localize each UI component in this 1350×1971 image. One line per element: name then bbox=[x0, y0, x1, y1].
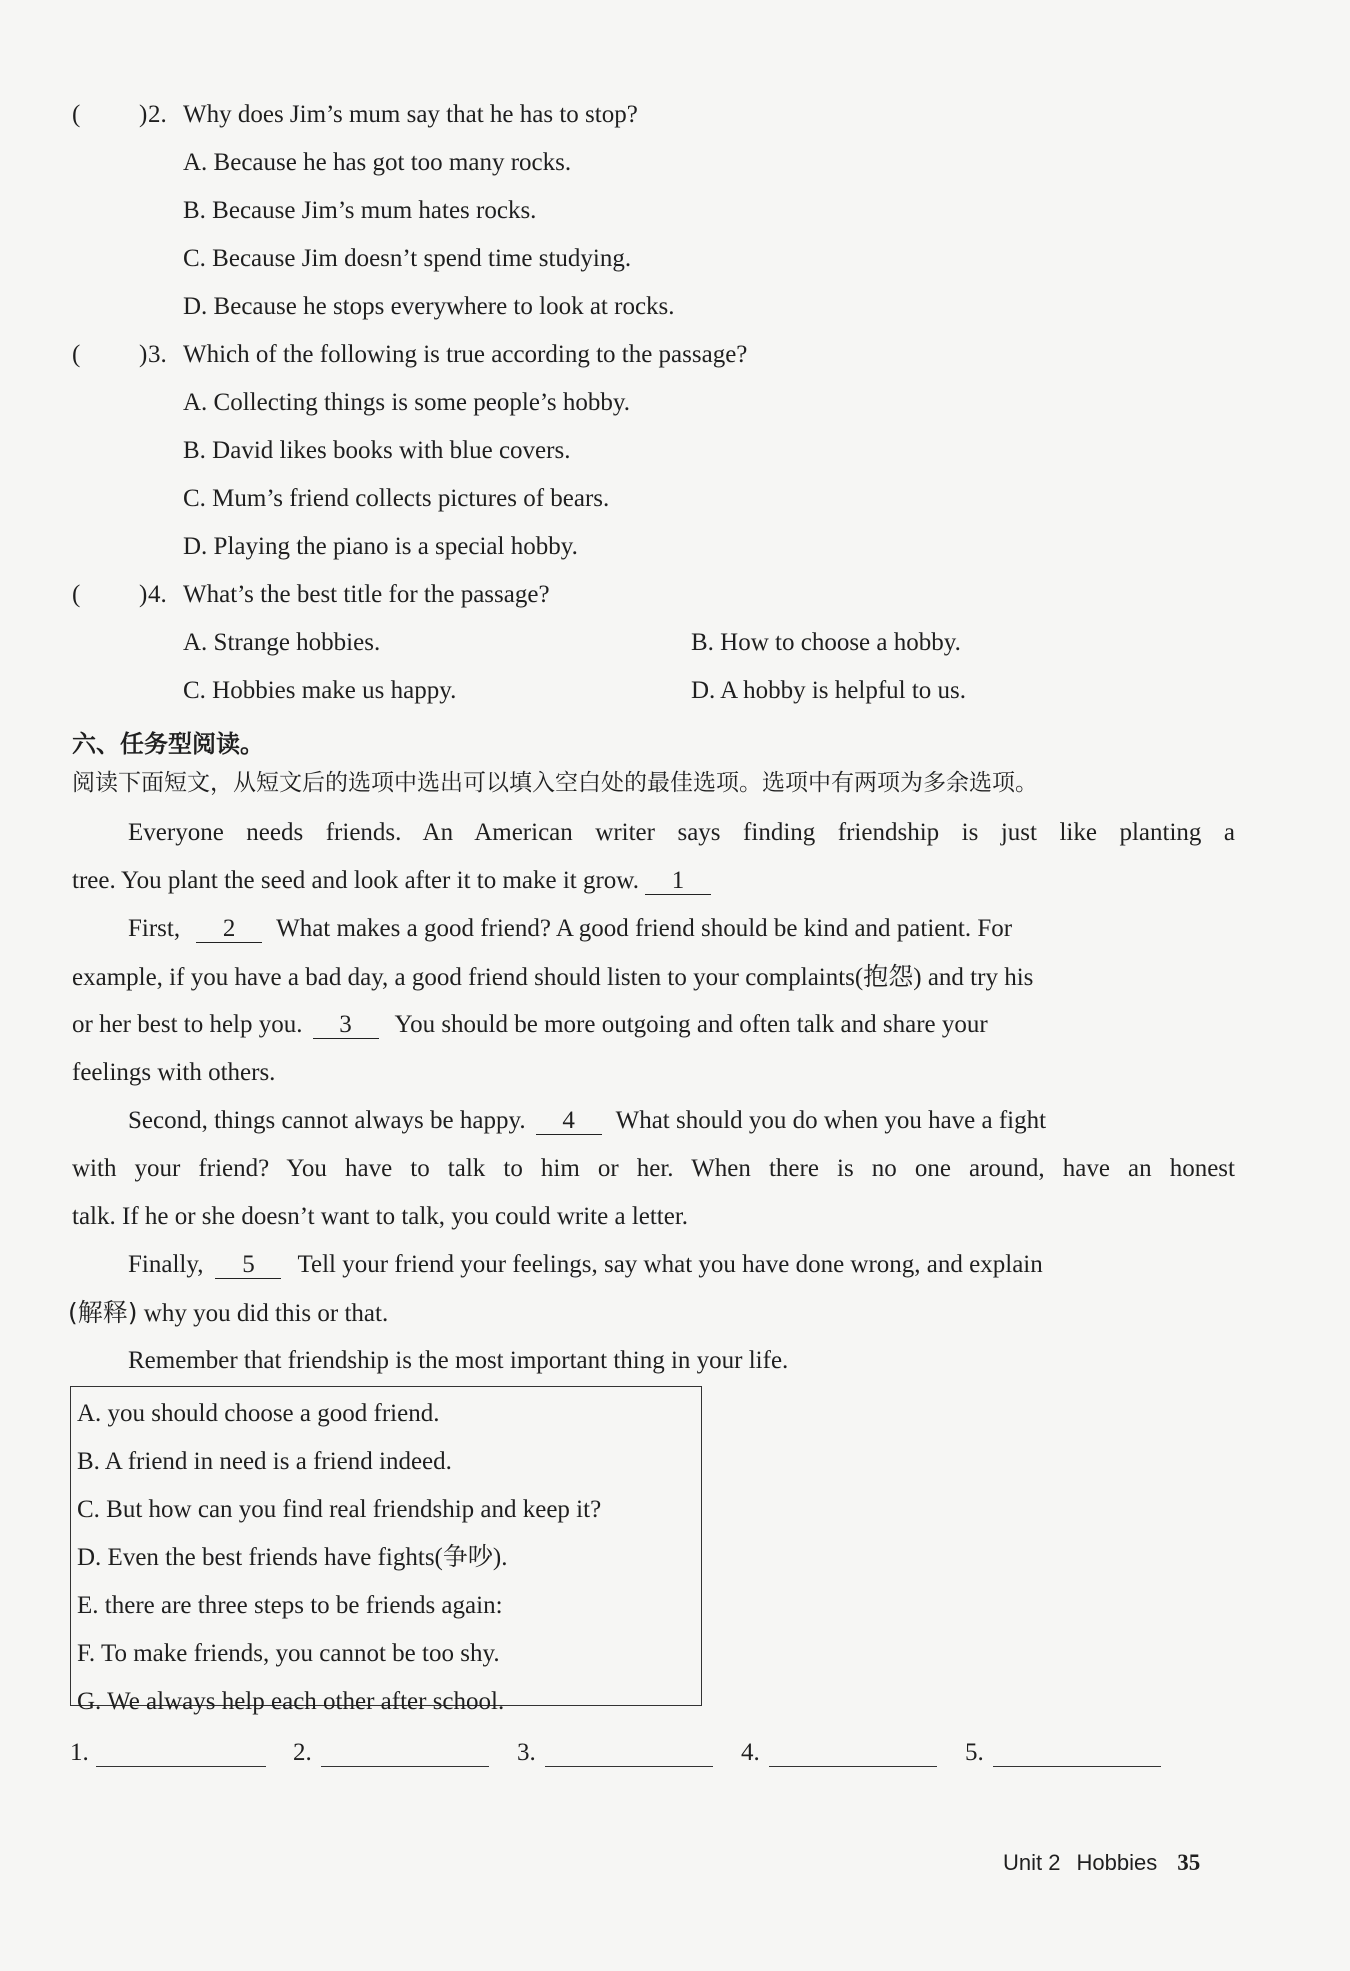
box-option-a: A. you should choose a good friend. bbox=[77, 1400, 440, 1427]
option-a: A. Strange hobbies. bbox=[183, 629, 381, 656]
passage-text: tree. You plant the seed and look after it to make it grow. bbox=[72, 867, 639, 894]
blank-3[interactable]: 3 bbox=[313, 1012, 379, 1039]
passage-line: talk. If he or she doesn’t want to talk, you could write a letter. bbox=[72, 1203, 689, 1230]
footer-title: Hobbies bbox=[1076, 1850, 1158, 1875]
passage-line: with your friend? You have to talk to him or her. When there is no one around, have an honest bbox=[72, 1155, 1235, 1182]
blank-5[interactable]: 5 bbox=[215, 1252, 281, 1279]
passage-line bbox=[68, 1300, 388, 1326]
answer-paren-close: ) bbox=[139, 101, 148, 128]
question-number: 3. bbox=[148, 341, 167, 368]
passage-text: You should be more outgoing and often talk and share your bbox=[394, 1011, 988, 1038]
box-option-d: D. Even the best friends have fights(争吵). bbox=[77, 1544, 508, 1571]
page-footer bbox=[1003, 1850, 1200, 1876]
passage-line bbox=[72, 964, 1033, 990]
option-a: A. Because he has got too many rocks. bbox=[183, 149, 572, 176]
option-d: D. Because he stops everywhere to look at rocks. bbox=[183, 293, 675, 320]
box-option-e: E. there are three steps to be friends again: bbox=[77, 1592, 503, 1619]
box-option-c: C. But how can you find real friendship and keep it? bbox=[77, 1496, 602, 1523]
question-stem: Which of the following is true according to the passage? bbox=[183, 341, 748, 368]
option-c: C. Mum’s friend collects pictures of bears. bbox=[183, 485, 610, 512]
passage-text: What should you do when you have a fight bbox=[615, 1107, 1047, 1134]
section-heading: 六、任务型阅读。 bbox=[72, 730, 264, 758]
answer-label-5: 5. bbox=[965, 1739, 984, 1766]
section-instructions: 阅读下面短文，从短文后的选项中选出可以填入空白处的最佳选项。选项中有两项为多余选项。 bbox=[72, 770, 1038, 796]
option-c: C. Because Jim doesn’t spend time studying. bbox=[183, 245, 632, 272]
answer-line-2[interactable] bbox=[321, 1766, 489, 1767]
option-b: B. David likes books with blue covers. bbox=[183, 437, 571, 464]
answer-label-1: 1. bbox=[70, 1739, 89, 1766]
passage-line: feelings with others. bbox=[72, 1059, 276, 1086]
passage-text: What makes a good friend? A good friend should be kind and patient. For bbox=[276, 915, 1013, 942]
answer-line-5[interactable] bbox=[993, 1766, 1161, 1767]
answer-line-4[interactable] bbox=[769, 1766, 937, 1767]
blank-2[interactable]: 2 bbox=[196, 916, 262, 943]
passage-line bbox=[128, 916, 1012, 943]
answer-label-3: 3. bbox=[517, 1739, 536, 1766]
passage-text: why you did this or that. bbox=[137, 1300, 389, 1327]
options-box bbox=[70, 1386, 702, 1715]
passage-text-zh: (解释) bbox=[68, 1298, 138, 1327]
option-a: A. Collecting things is some people’s hobby. bbox=[183, 389, 630, 416]
answer-line-3[interactable] bbox=[545, 1766, 713, 1767]
answer-paren-open: ( bbox=[72, 341, 81, 368]
answer-label-4: 4. bbox=[741, 1739, 760, 1766]
footer-unit: Unit 2 bbox=[1003, 1850, 1061, 1875]
option-c: C. Hobbies make us happy. bbox=[183, 677, 457, 704]
answer-paren-close: ) bbox=[139, 581, 148, 608]
passage-text: or her best to help you. bbox=[72, 1011, 303, 1038]
passage-text: First, bbox=[128, 915, 181, 942]
answer-paren-close: ) bbox=[139, 341, 148, 368]
passage-line bbox=[72, 1012, 988, 1039]
passage-line bbox=[72, 868, 717, 895]
question-stem: What’s the best title for the passage? bbox=[183, 581, 550, 608]
answer-label-2: 2. bbox=[293, 1739, 312, 1766]
box-option-f: F. To make friends, you cannot be too shy. bbox=[77, 1640, 500, 1667]
passage-text: example, if you have a bad day, a good friend should listen to your complaints( bbox=[72, 964, 864, 991]
passage-text: Second, things cannot always be happy. bbox=[128, 1107, 526, 1134]
option-b: B. Because Jim’s mum hates rocks. bbox=[183, 197, 537, 224]
blank-1[interactable]: 1 bbox=[645, 868, 711, 895]
passage-line bbox=[128, 1252, 1043, 1279]
answer-paren-open: ( bbox=[72, 101, 81, 128]
box-option-b: B. A friend in need is a friend indeed. bbox=[77, 1448, 452, 1475]
passage-text-zh: 抱怨 bbox=[863, 962, 914, 991]
option-d: D. Playing the piano is a special hobby. bbox=[183, 533, 578, 560]
passage-line bbox=[128, 1108, 1046, 1135]
option-d: D. A hobby is helpful to us. bbox=[691, 677, 967, 704]
question-number: 2. bbox=[148, 101, 167, 128]
answer-line-1[interactable] bbox=[96, 1766, 266, 1767]
box-option-g: G. We always help each other after school. bbox=[77, 1688, 505, 1715]
question-stem: Why does Jim’s mum say that he has to stop? bbox=[183, 101, 638, 128]
passage-line: Remember that friendship is the most important thing in your life. bbox=[128, 1347, 789, 1374]
page-number: 35 bbox=[1177, 1850, 1201, 1875]
passage-text: Tell your friend your feelings, say what you have done wrong, and explain bbox=[297, 1251, 1043, 1278]
option-b: B. How to choose a hobby. bbox=[691, 629, 961, 656]
passage-text: ) and try his bbox=[913, 964, 1034, 991]
passage-text: Finally, bbox=[128, 1251, 204, 1278]
question-number: 4. bbox=[148, 581, 167, 608]
blank-4[interactable]: 4 bbox=[536, 1108, 602, 1135]
answer-paren-open: ( bbox=[72, 581, 81, 608]
passage-line: Everyone needs friends. An American writer says finding friendship is just like planting a bbox=[128, 819, 1235, 846]
